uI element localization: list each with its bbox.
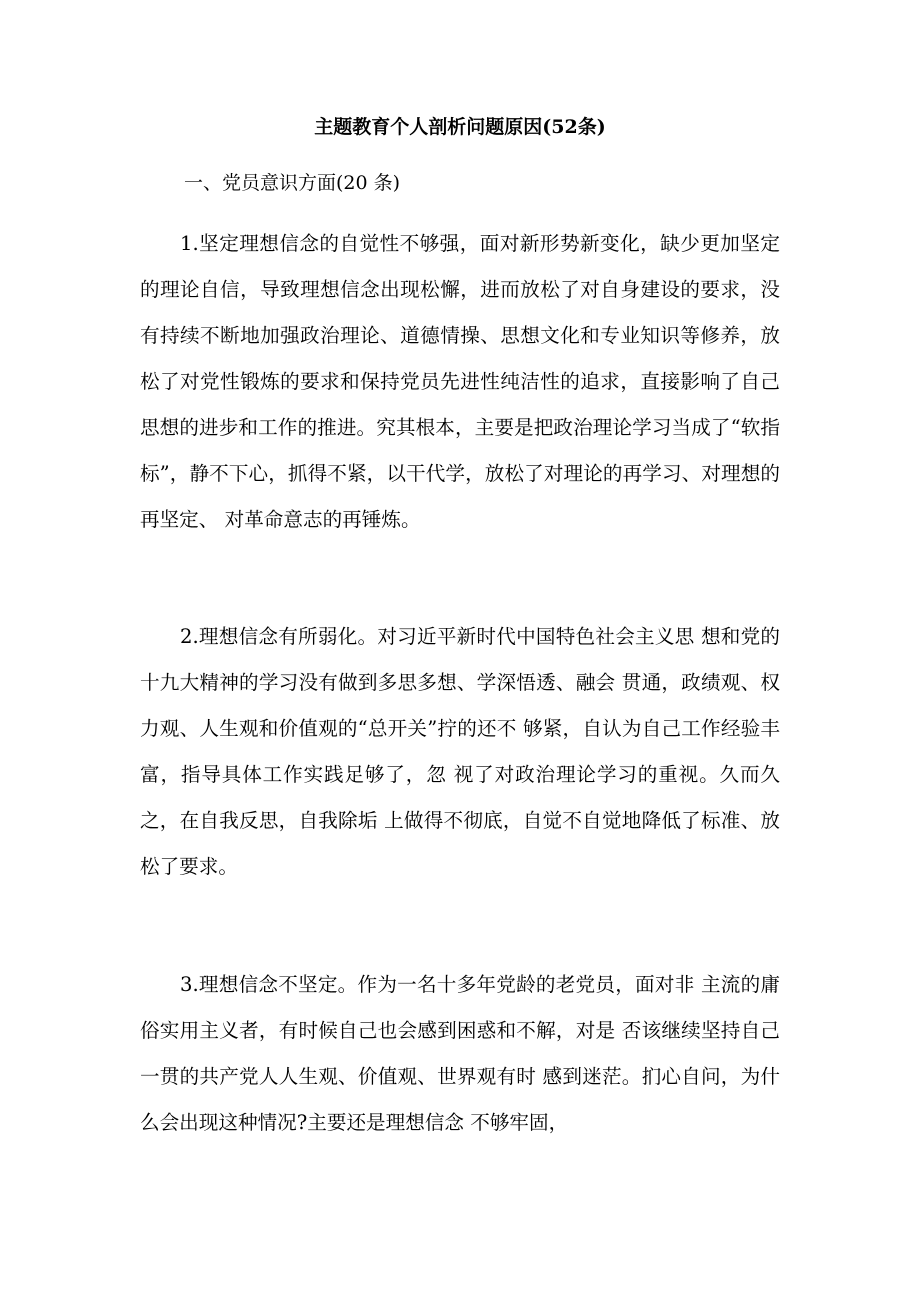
paragraph-1: 1.坚定理想信念的自觉性不够强，面对新形势新变化，缺少更加坚定的理论自信，导致理想信念出现松懈，进而放松了对自身建设的要求，没有持续不断地加强政治理论、道德情操、思想文化和专业知识等修养，放松了对党性锻炼的要求和保持党员先进性纯洁性的追求，直接影响了自己思想的进步和工作的推进。究其根本，主要是把政治理论学习当成了“软指标”，静不下心，抓得不紧，以干代学，放松了对理论的再学习、对理想的再坚定、 对革命意志的再锤炼。 [140,232,780,531]
paragraph-3: 3.理想信念不坚定。作为一名十多年党龄的老党员，面对非 主流的庸俗实用主义者，有时候自己也会感到困惑和不解，对是 否该继续坚持自己一贯的共产党人人生观、价值观、世界观有时 感到迷茫。扪心自问，为什么会出现这种情况?主要还是理想信念 不够牢固， [140,973,780,1134]
document-title: 主题教育个人剖析问题原因(52条) [314,116,606,138]
paragraph-2: 2.理想信念有所弱化。对习近平新时代中国特色社会主义思 想和党的十九大精神的学习没有做到多思多想、学深悟透、融会 贯通，政绩观、权力观、人生观和价值观的“总开关”拧的还不 够紧，自认为自己工作经验丰富，指导具体工作实践足够了，忽 视了对政治理论学习的重视。久而久之，在自我反思，自我除垢 上做得不彻底，自觉不自觉地降低了标准、放松了要求。 [140,625,780,878]
section-heading: 一、党员意识方面(20 条) [184,172,401,194]
